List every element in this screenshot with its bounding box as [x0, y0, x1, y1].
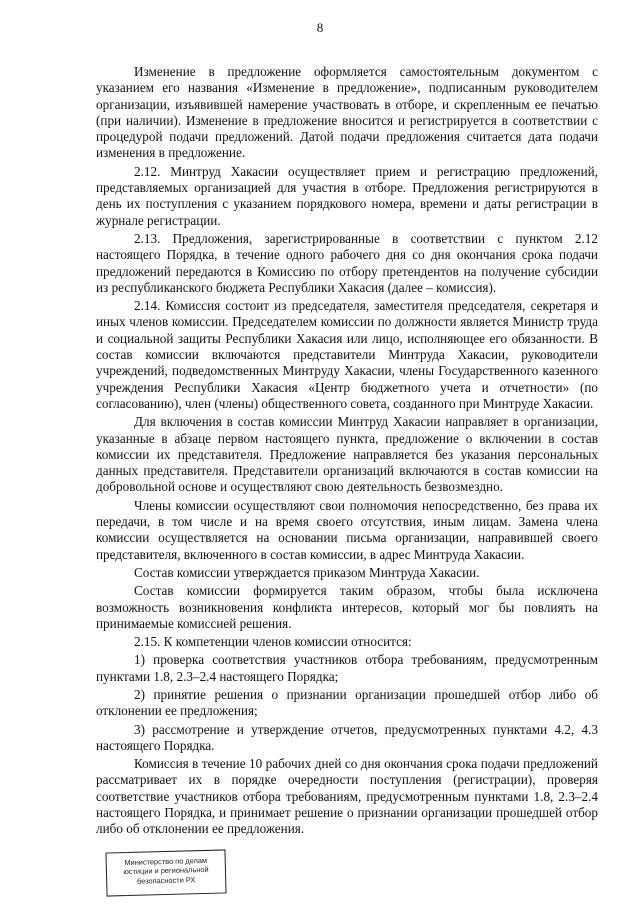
list-item-3: 3) рассмотрение и утверждение отчетов, предусмотренных пунктами 4.2, 4.3 настоящего Порядка. — [96, 721, 598, 753]
paragraph-conflict-of-interest: Состав комиссии формируется таким образом, чтобы была исключена возможность возникновения конфликта интересов, который мог бы повлиять на принимаемые комиссией решения. — [96, 583, 598, 631]
list-item-1: 1) проверка соответствия участников отбора требованиям, предусмотренным пунктами 1.8, 2.3–2.4 настоящего Порядка; — [96, 652, 598, 684]
list-item-2: 2) принятие решения о признании организации прошедшей отбор либо об отклонении ее предложения; — [96, 686, 598, 719]
paragraph-composition-approval: Состав комиссии утверждается приказом Минтруда Хакасии. — [134, 564, 480, 580]
paragraph-2-12: 2.12. Минтруд Хакасии осуществляет прием и регистрацию предложений, представляемых организацией для участия в отборе. Предложения регистрируются в день их поступления с указанием порядкового номера, времени и даты регистрации в журнале регистрации. — [96, 163, 598, 228]
document-body — [96, 64, 598, 840]
page-number: 8 — [316, 20, 324, 35]
paragraph-members-powers: Члены комиссии осуществляют свои полномочия непосредственно, без права их передачи, в том числе и на время своего отсутствия, иным лицам. Замена члена комиссии осуществляется на основании письма организации, направившей своего представителя, включенного в состав комиссии, в адрес Минтруда Хакасии. — [96, 497, 598, 562]
stamp-line: безопасности РХ — [136, 875, 196, 886]
paragraph-2-15: 2.15. К компетенции членов комиссии относится: — [134, 634, 412, 650]
paragraph-2-14: 2.14. Комиссия состоит из председателя, заместителя председателя, секретаря и иных членов комиссии. Председателем комиссии по должности является Министр труда и социальной защиты Республики Хакасия или лицо, исполняющее его обязанности. В состав комиссии включаются представители Минтруда Хакасии, руководители учреждений, подведомственных Минтруду Хакасии, члены Государственного казенного учреждения Республики Хакасия «Центр бюджетного учета и отчетности» (по согласованию), член (члены) общественного совета, созданного при Минтруде Хакасии. — [96, 298, 598, 411]
ministry-stamp — [105, 849, 226, 896]
paragraph-inclusion: Для включения в состав комиссии Минтруд Хакасии направляет в организации, указанные в абзаце первом настоящего пункта, предложение о включении в состав комиссии их представителя. Предложение направляется без указания персональных данных представителя. Представители организаций включаются в состав комиссии на добровольной основе и осуществляют свою деятельность безвозмездно. — [96, 414, 598, 495]
stamp-line: юстиции и региональной — [123, 865, 209, 877]
stamp-line: Министерство по делам — [124, 855, 208, 868]
paragraph-review-period: Комиссия в течение 10 рабочих дней со дня окончания срока подачи предложений рассматривает их в порядке очередности поступления (регистрации), проверяя соответствие участников отбора требованиям, предусмотренным пунктами 1.8, 2.3–2.4 настоящего Порядка, и принимает решение о признании организации прошедшей отбор либо об отклонении ее предложения. — [96, 756, 598, 837]
paragraph-2-13: 2.13. Предложения, зарегистрированные в соответствии с пунктом 2.12 настоящего Порядка, в течение одного рабочего дня со дня окончания срока подачи предложений передаются в Комиссию по отбору претендентов на получение субсидии из республиканского бюджета Республики Хакасия (далее – комиссия). — [96, 230, 598, 295]
paragraph-amendment: Изменение в предложение оформляется самостоятельным документом с указанием его названия «Изменение в предложение», подписанным руководителем организации, изъявившей намерение участвовать в отборе, и скрепленным ее печатью (при наличии). Изменение в предложение вносится и регистрируется в соответствии с процедурой подачи предложений. Датой подачи предложения считается дата подачи изменения в предложение. — [96, 64, 598, 161]
